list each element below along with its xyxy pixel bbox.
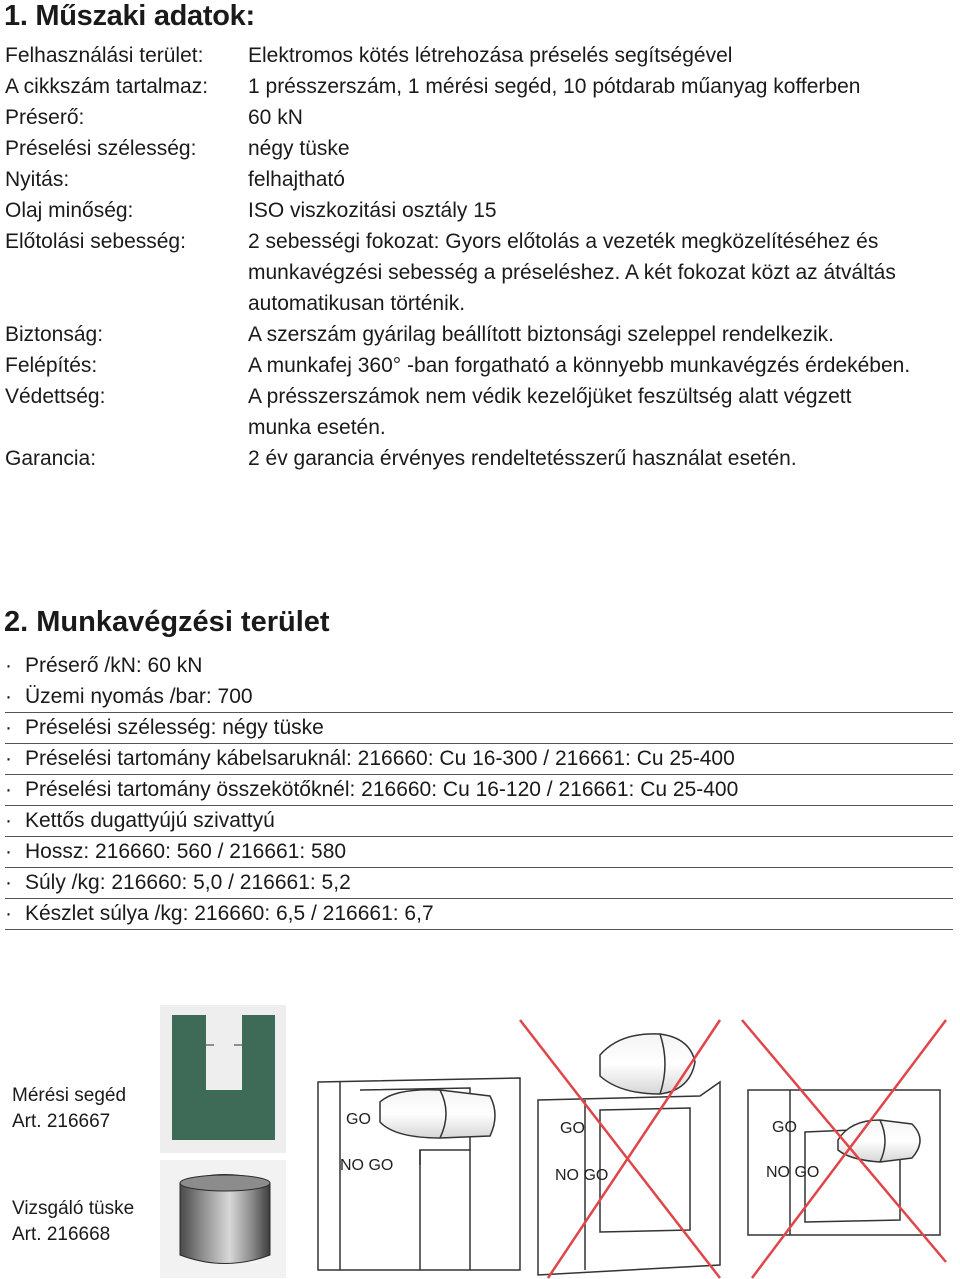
- spec-value: Elektromos kötés létrehozása préselés segítségével: [248, 44, 733, 67]
- spec-value: felhajtható: [248, 168, 345, 191]
- go-label: GO: [772, 1119, 797, 1136]
- spec-label: A cikkszám tartalmaz:: [5, 75, 209, 98]
- spec-label: Garancia:: [5, 447, 97, 470]
- spec-label: Olaj minőség:: [5, 199, 134, 222]
- bullet-dot: ·: [5, 809, 12, 832]
- gauge-diagram-3: [748, 1090, 940, 1235]
- list-item-text: Préselési tartomány kábelsaruknál: 216660: Cu 16-300 / 216661: Cu 25-400: [25, 747, 735, 770]
- list-item-text: Préselési tartomány összekötőknél: 216660: Cu 16-120 / 216661: Cu 25-400: [25, 778, 739, 801]
- spec-value: 60 kN: [248, 106, 303, 129]
- spec-label: Védettség:: [5, 385, 106, 408]
- spec-label: Biztonság:: [5, 323, 104, 346]
- spec-label: Préserő:: [5, 106, 85, 129]
- spec-label: Nyitás:: [5, 168, 70, 191]
- list-item-text: Súly /kg: 216660: 5,0 / 216661: 5,2: [25, 871, 351, 894]
- bullet-dot: ·: [5, 778, 12, 801]
- go-label: GO: [346, 1111, 371, 1128]
- nogo-label: NO GO: [766, 1164, 820, 1181]
- go-label: GO: [560, 1120, 585, 1137]
- bullet-dot: ·: [5, 654, 12, 677]
- spec-value: A présszerszámok nem védik kezelőjüket feszültség alatt végzett munka esetén.: [248, 385, 852, 439]
- spec-label: Felépítés:: [5, 354, 98, 377]
- spec-value: A szerszám gyárilag beállított biztonsági szeleppel rendelkezik.: [248, 323, 834, 346]
- list-item-text: Préselési szélesség: négy tüske: [25, 716, 324, 739]
- spec-label: Előtolási sebesség:: [5, 230, 186, 253]
- spec-value: 2 év garancia érvényes rendeltetésszerű használat esetén.: [248, 447, 797, 470]
- list-item-text: Préserő /kN: 60 kN: [25, 654, 203, 677]
- bullet-dot: ·: [5, 840, 12, 863]
- spec-label: Felhasználási terület:: [5, 44, 204, 67]
- measuring-gauge-image: [160, 1005, 286, 1153]
- bullet-dot: ·: [5, 716, 12, 739]
- spec-value: 2 sebességi fokozat: Gyors előtolás a vezeték megközelítéséhez és munkavégzési sebesség a préseléshez. A két fokozat közt az átváltás automatikusan történik.: [248, 230, 896, 315]
- pin-art-number: Art. 216668: [12, 1224, 111, 1245]
- gauge-caption-title: Mérési segéd: [12, 1085, 127, 1106]
- section-2-title: 2. Munkavégzési terület: [4, 606, 330, 638]
- spec-value: ISO viszkozitási osztály 15: [248, 199, 497, 222]
- list-item-text: Készlet súlya /kg: 216660: 6,5 / 216661: 6,7: [25, 902, 434, 925]
- nogo-label: NO GO: [555, 1167, 609, 1184]
- bullet-dot: ·: [5, 747, 12, 770]
- spec-label: Préselési szélesség:: [5, 137, 197, 160]
- list-item-text: Hossz: 216660: 560 / 216661: 580: [25, 840, 347, 863]
- gauge-art-number: Art. 216667: [12, 1111, 111, 1132]
- list-item-text: Kettős dugattyújú szivattyú: [25, 809, 275, 832]
- test-pin-image: [160, 1160, 286, 1278]
- list-item-text: Üzemi nyomás /bar: 700: [25, 685, 253, 708]
- bullet-dot: ·: [5, 902, 12, 925]
- gauge-diagram-1: [318, 1078, 520, 1270]
- section-1-title: 1. Műszaki adatok:: [4, 0, 255, 32]
- spec-value: négy tüske: [248, 137, 350, 160]
- pin-caption-title: Vizsgáló tüske: [12, 1198, 135, 1219]
- spec-value: A munkafej 360° -ban forgatható a könnyebb munkavégzés érdekében.: [248, 354, 911, 377]
- nogo-label: NO GO: [340, 1157, 394, 1174]
- bullet-dot: ·: [5, 871, 12, 894]
- spec-value: 1 présszerszám, 1 mérési segéd, 10 pótdarab műanyag kofferben: [248, 75, 861, 98]
- bullet-dot: ·: [5, 685, 12, 708]
